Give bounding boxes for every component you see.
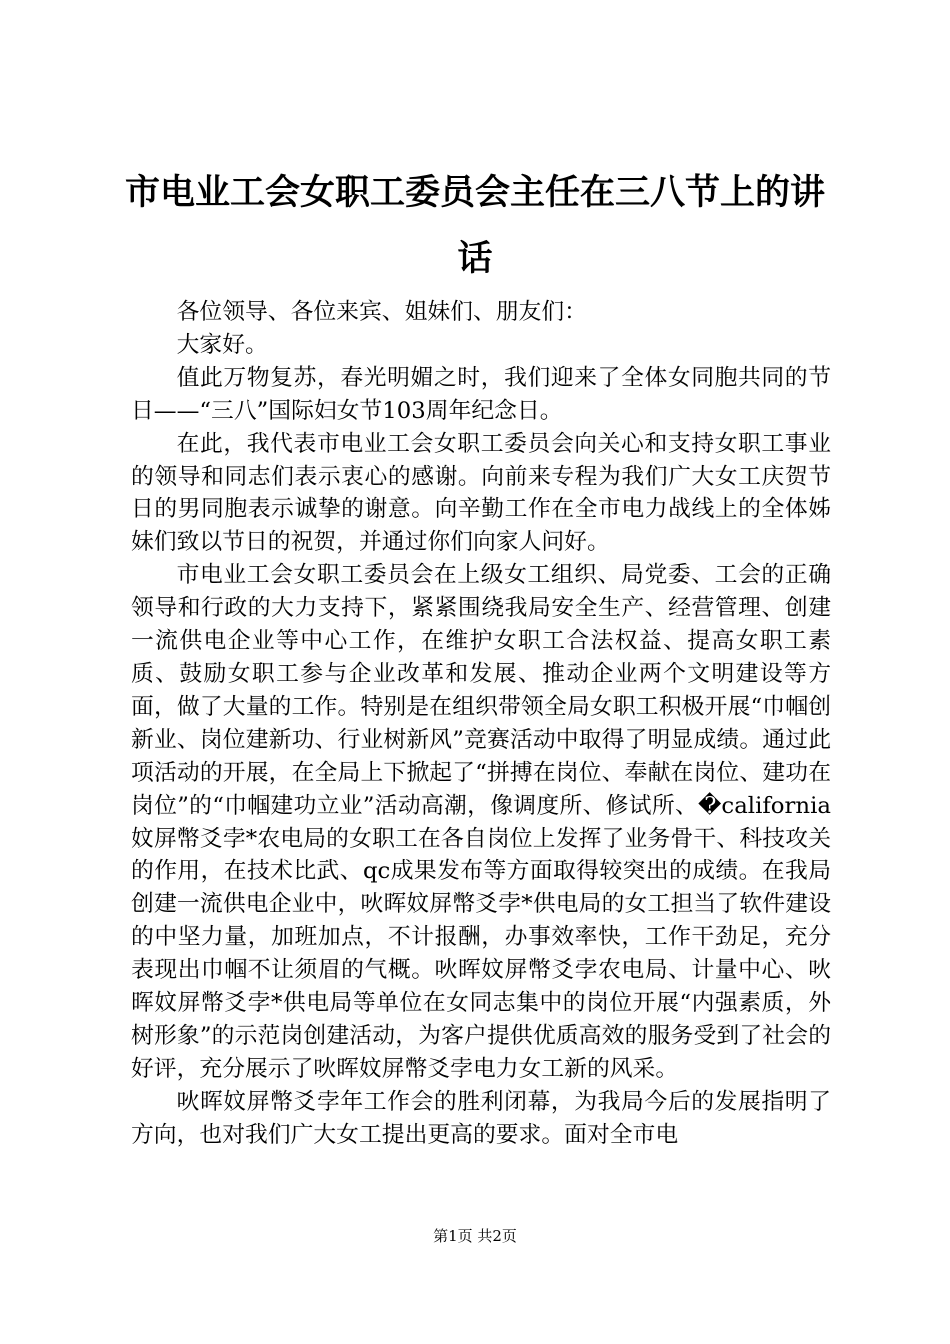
- document-body: [131, 296, 831, 1152]
- paragraph: 市电业工会女职工委员会在上级女工组织、局党委、工会的正确领导和行政的大力支持下，紧紧围绕我局安全生产、经营管理、创建一流供电企业等中心工作，在维护女职工合法权益、提高女职工素质、鼓励女职工参与企业改革和发展、推动企业两个文明建设等方面，做了大量的工作。特别是在组织带领全局女职工积极开展“巾帼创新业、岗位建新功、行业树新风”竞赛活动中取得了明显成绩。通过此项活动的开展，在全局上下掀起了“拼搏在岗位、奉献在岗位、建功在岗位”的“巾帼建功立业”活动高潮，像调度所、修试所、�california妏屏幣爻孛*农电局的女职工在各自岗位上发挥了业务骨干、科技攻关的作用，在技术比武、qc成果发布等方面取得较突出的成绩。在我局创建一流供电企业中，吙晖妏屏幣爻孛*供电局的女工担当了软件建设的中坚力量，加班加点，不计报酬，办事效率快，工作干劲足，充分表现出巾帼不让须眉的气概。吙晖妏屏幣爻孛农电局、计量中心、吙晖妏屏幣爻孛*供电局等单位在女同志集中的岗位开展“内强素质，外树形象”的示范岗创建活动，为客户提供优质高效的服务受到了社会的好评，充分展示了吙晖妏屏幣爻孛电力女工新的风采。: [131, 562, 831, 1082]
- salutation: 各位领导、各位来宾、姐妹们、朋友们：: [176, 299, 587, 325]
- document-title: 市电业工会女职工委员会主任在三八节上的讲话: [124, 172, 825, 279]
- greeting: 大家好。: [176, 331, 268, 358]
- paragraph: 在此，我代表市电业工会女职工委员会向关心和支持女职工事业的领导和同志们表示衷心的感谢。向前来专程为我们广大女工庆贺节日的男同胞表示诚挚的谢意。向辛勤工作在全市电力战线上的全体姊妹们致以节日的祝贺，并通过你们向家人问好。: [131, 430, 831, 556]
- paragraph: 吙晖妏屏幣爻孛年工作会的胜利闭幕，为我局今后的发展指明了方向，也对我们广大女工提出更高的要求。面对全市电: [131, 1088, 831, 1148]
- paragraph: 值此万物复苏，春光明媚之时，我们迎来了全体女同胞共同的节日——“三八”国际妇女节103周年纪念日。: [131, 364, 831, 424]
- page-footer: 第1页 共2页: [433, 1227, 517, 1245]
